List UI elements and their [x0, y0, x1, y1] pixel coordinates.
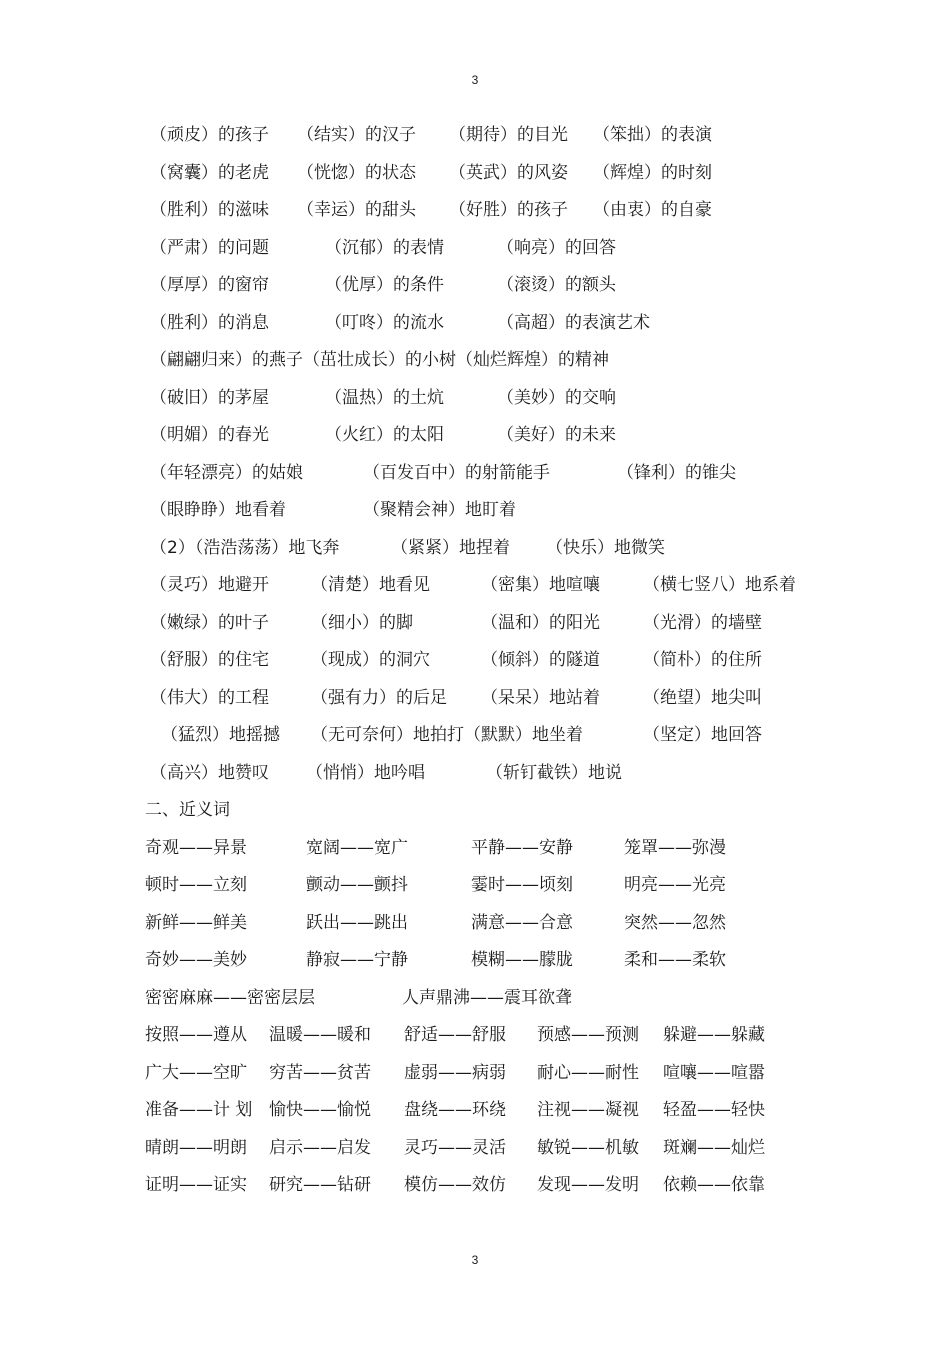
- phrase-line: [0, 345, 950, 383]
- phrase-line-entry: （横七竖八）地系着: [643, 575, 796, 595]
- phrase-line-entry: （响亮）的回答: [497, 237, 616, 258]
- phrase-list: [0, 120, 950, 795]
- synonym-line-entry: 静寂——宁静: [306, 950, 408, 970]
- phrase-line-entry: （明媚）的春光: [150, 425, 269, 445]
- phrase-line-entry: （辉煌）的时刻: [593, 162, 712, 183]
- synonym-line-entry: 奇妙——美妙: [145, 950, 247, 970]
- phrase-line-entry: （猛烈）地摇撼: [161, 725, 280, 745]
- phrase-line: [0, 608, 950, 646]
- phrase-line: [0, 758, 950, 796]
- synonym-line-entry: 虚弱——病弱: [404, 1062, 506, 1083]
- phrase-line-entry: （光滑）的墙壁: [643, 612, 762, 633]
- synonym-line-entry: 准备——计 划: [145, 1100, 253, 1120]
- phrase-line: [0, 645, 950, 683]
- phrase-line-entry: （美好）的未来: [497, 425, 616, 445]
- phrase-line-entry: （灵巧）地避开: [150, 575, 269, 595]
- synonym-line-entry: 穷苦——贫苦: [269, 1062, 371, 1083]
- phrase-line-entry: （舒服）的住宅: [150, 650, 269, 670]
- phrase-line-entry: （英武）的风姿: [449, 162, 568, 183]
- synonym-line-entry: 依赖——依靠: [663, 1175, 765, 1195]
- synonym-line: [0, 945, 950, 983]
- phrase-line-entry: （2）（浩浩荡荡）地飞奔: [150, 537, 340, 558]
- synonym-line-entry: 轻盈——轻快: [663, 1100, 765, 1120]
- phrase-line: [0, 533, 950, 571]
- synonym-line-entry: 广大——空旷: [145, 1062, 247, 1083]
- synonym-line: [0, 983, 950, 1021]
- synonym-line-entry: 笼罩——弥漫: [624, 837, 726, 858]
- phrase-line: [0, 308, 950, 346]
- phrase-line-entry: （简朴）的住所: [643, 650, 762, 670]
- phrase-line-entry: （年轻漂亮）的姑娘: [150, 462, 303, 483]
- phrase-line-entry: （叮咚）的流水: [325, 312, 444, 333]
- phrase-line: [0, 495, 950, 533]
- synonym-line: [0, 833, 950, 871]
- phrase-line: [0, 233, 950, 271]
- synonym-line-entry: 突然——忽然: [624, 912, 726, 933]
- synonym-line-entry: 顿时——立刻: [145, 875, 247, 895]
- phrase-line-entry: （幸运）的甜头: [297, 200, 416, 220]
- phrase-line: [0, 270, 950, 308]
- synonym-line: [0, 1020, 950, 1058]
- phrase-line-entry: （斩钉截铁）地说: [486, 762, 622, 783]
- synonym-line-entry: 明亮——光亮: [624, 875, 726, 895]
- page-number-top: 3: [471, 73, 479, 87]
- synonym-line-entry: 愉快——愉悦: [269, 1100, 371, 1120]
- phrase-line-entry: （无可奈何）地拍打（默默）地坐着: [311, 725, 583, 745]
- phrase-line-entry: （强有力）的后足: [311, 687, 447, 708]
- phrase-line-entry: （嫩绿）的叶子: [150, 612, 269, 633]
- phrase-line: [0, 720, 950, 758]
- phrase-line-entry: （聚精会神）地盯着: [363, 500, 516, 520]
- page-number-bottom: 3: [471, 1253, 479, 1267]
- phrase-line-entry: （呆呆）地站着: [481, 687, 600, 708]
- synonym-line-entry: 舒适——舒服: [404, 1025, 506, 1045]
- synonym-line-entry: 喧嚷——喧嚣: [663, 1062, 765, 1083]
- synonym-line: [0, 1095, 950, 1133]
- synonym-line-entry: 启示——启发: [269, 1137, 371, 1158]
- synonym-line-entry: 密密麻麻——密密层层: [145, 987, 315, 1008]
- synonym-line-entry: 斑斓——灿烂: [663, 1137, 765, 1158]
- synonym-line-entry: 证明——证实: [145, 1175, 247, 1195]
- synonym-line-entry: 研究——钻研: [269, 1175, 371, 1195]
- phrase-line-entry: （紧紧）地捏着: [391, 537, 510, 558]
- phrase-line-entry: （锋利）的锥尖: [617, 462, 736, 483]
- phrase-line-entry: （胜利）的滋味: [150, 200, 269, 220]
- document-body: [0, 120, 950, 1208]
- synonym-line: [0, 1133, 950, 1171]
- phrase-line-entry: （伟大）的工程: [150, 687, 269, 708]
- synonym-list: [0, 833, 950, 1208]
- phrase-line-entry: （美妙）的交响: [497, 387, 616, 408]
- phrase-line: [0, 195, 950, 233]
- phrase-line-entry: （清楚）地看见: [311, 575, 430, 595]
- phrase-line-entry: （高超）的表演艺术: [497, 312, 650, 333]
- phrase-line: [0, 383, 950, 421]
- phrase-line-entry: （高兴）地赞叹: [150, 762, 269, 783]
- synonym-line-entry: 温暖——暖和: [269, 1025, 371, 1045]
- phrase-line-entry: （悄悄）地吟唱: [306, 762, 425, 783]
- synonym-line-entry: 满意——合意: [471, 912, 573, 933]
- phrase-line-entry: （绝望）地尖叫: [643, 687, 762, 708]
- synonym-line-entry: 按照——遵从: [145, 1025, 247, 1045]
- phrase-line-entry: （结实）的汉子: [297, 125, 416, 145]
- synonym-line-entry: 跃出——跳出: [306, 912, 408, 933]
- phrase-line-entry: （百发百中）的射箭能手: [363, 462, 550, 483]
- phrase-line-entry: （好胜）的孩子: [449, 200, 568, 220]
- phrase-line-entry: （窝囊）的老虎: [150, 162, 269, 183]
- phrase-line-entry: （温热）的土炕: [325, 387, 444, 408]
- section-heading-text: 二、近义词: [145, 800, 230, 820]
- synonym-line-entry: 躲避——躲藏: [663, 1025, 765, 1045]
- synonym-line-entry: 平静——安静: [471, 837, 573, 858]
- synonym-line-entry: 敏锐——机敏: [537, 1137, 639, 1158]
- synonym-line: [0, 908, 950, 946]
- phrase-line: [0, 420, 950, 458]
- phrase-line-entry: （温和）的阳光: [481, 612, 600, 633]
- phrase-line-entry: （沉郁）的表情: [325, 237, 444, 258]
- synonym-line-entry: 柔和——柔软: [624, 950, 726, 970]
- synonym-line-entry: 人声鼎沸——震耳欲聋: [402, 987, 572, 1008]
- synonym-line-entry: 注视——凝视: [537, 1100, 639, 1120]
- phrase-line-entry: （恍惚）的状态: [297, 162, 416, 183]
- synonym-line: [0, 1058, 950, 1096]
- synonym-line-entry: 霎时——顷刻: [471, 875, 573, 895]
- phrase-line-entry: （厚厚）的窗帘: [150, 275, 269, 295]
- synonym-line: [0, 870, 950, 908]
- phrase-line-entry: （由衷）的自豪: [593, 200, 712, 220]
- synonym-line-entry: 耐心——耐性: [537, 1062, 639, 1083]
- phrase-line-entry: （密集）地喧嚷: [481, 575, 600, 595]
- phrase-line-entry: （滚烫）的额头: [497, 275, 616, 295]
- phrase-line-entry: （期待）的目光: [449, 125, 568, 145]
- phrase-line-entry: （现成）的洞穴: [311, 650, 430, 670]
- synonym-line-entry: 宽阔——宽广: [306, 837, 408, 858]
- phrase-line-entry: （胜利）的消息: [150, 312, 269, 333]
- phrase-line-entry: （顽皮）的孩子: [150, 125, 269, 145]
- phrase-line-entry: （优厚）的条件: [325, 275, 444, 295]
- phrase-line-entry: （快乐）地微笑: [546, 537, 665, 558]
- synonym-line-entry: 盘绕——环绕: [404, 1100, 506, 1120]
- synonym-line-entry: 预感——预测: [537, 1025, 639, 1045]
- phrase-line-entry: （细小）的脚: [311, 612, 413, 633]
- phrase-line: [0, 683, 950, 721]
- synonym-line-entry: 模仿——效仿: [404, 1175, 506, 1195]
- synonym-line-entry: 新鲜——鲜美: [145, 912, 247, 933]
- phrase-line: [0, 120, 950, 158]
- phrase-line-entry: （翩翩归来）的燕子（茁壮成长）的小树（灿烂辉煌）的精神: [150, 350, 609, 370]
- phrase-line-entry: （笨拙）的表演: [593, 125, 712, 145]
- synonym-line-entry: 灵巧——灵活: [404, 1137, 506, 1158]
- synonym-line-entry: 奇观——异景: [145, 837, 247, 858]
- synonym-line-entry: 颤动——颤抖: [306, 875, 408, 895]
- synonym-line-entry: 发现——发明: [537, 1175, 639, 1195]
- section-heading-synonyms: [0, 795, 950, 833]
- phrase-line-entry: （倾斜）的隧道: [481, 650, 600, 670]
- synonym-line-entry: 模糊——朦胧: [471, 950, 573, 970]
- synonym-line: [0, 1170, 950, 1208]
- phrase-line: [0, 570, 950, 608]
- phrase-line: [0, 158, 950, 196]
- phrase-line-entry: （火红）的太阳: [325, 425, 444, 445]
- phrase-line-entry: （眼睁睁）地看着: [150, 500, 286, 520]
- phrase-line: [0, 458, 950, 496]
- phrase-line-entry: （严肃）的问题: [150, 237, 269, 258]
- phrase-line-entry: （坚定）地回答: [643, 725, 762, 745]
- synonym-line-entry: 晴朗——明朗: [145, 1137, 247, 1158]
- phrase-line-entry: （破旧）的茅屋: [150, 387, 269, 408]
